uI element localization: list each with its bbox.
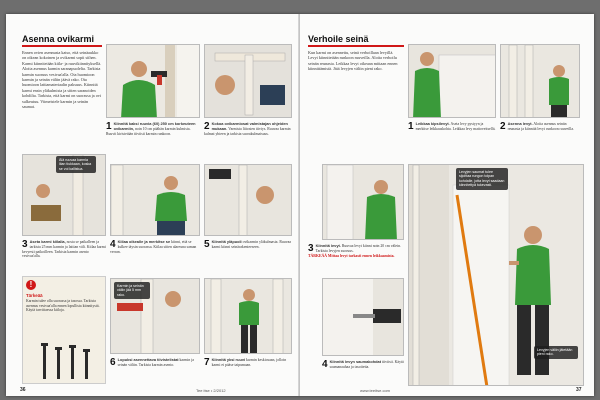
- right-caption-step-3: 3 Kiinnitä levyt. Ruuvaa levyt kiinni noin 20 cm välein. Tarkista levyjen suoruus. TÄRKEÄÄ Mittaa levyt tarkasti ennen leikkaamista.: [308, 244, 404, 258]
- tip-box: [22, 276, 106, 384]
- photo-wall-4: [322, 278, 404, 356]
- right-page-number: 37: [576, 387, 582, 393]
- photo-wall-3: [322, 164, 404, 240]
- left-page-title: Asenna ovikarmi: [22, 34, 102, 47]
- caption-step-5: 5 Kiinnitä yläpuoli ovikarmin yläkulmasta. Ruuvaa karmi kiinni seinärakenteeseen.: [204, 239, 291, 250]
- magazine-spread: [6, 14, 594, 396]
- photo-step-5: [204, 164, 292, 236]
- left-footer-text: Tee itse • 2/2012: [196, 388, 226, 393]
- caption-step-7: 7 Kiinnitä yksi ruuvi karmin keskiosaan, jolloin karmi ei pääse taipumaan.: [204, 357, 287, 368]
- left-intro-text: Ennen ovien asennusta katso, että seinäaukko on oikean kokoinen ja ovikarmi sopii siihen. Karmi kiinnitetään kiila- ja ruuvikiinnityksellä. Aloita asennus karmin saranapuolelta. Tarkista karmin suoruus vesivaa'alla. Ota huomioon karmin ja seinän väliin jäävä rako. Ota huomioon lattiamateriaalin paksuus. Kiinnitä karmi ensin yläkulmista ja sitten saranoiden kohdilta. Tarkista, että karmi on suorassa ja ovi sulkeutuu. Viimeistele karmin ja seinän saumat.: [22, 50, 102, 110]
- tip-bubble-right-2: Levyjen väliin jätetään pieni rako.: [534, 346, 578, 359]
- left-page-number: 36: [20, 387, 26, 393]
- left-page: [6, 14, 300, 396]
- tip-bubble-2: Karmin ja seinän väliin jää 5 mm rako.: [114, 282, 150, 299]
- photo-step-1: [106, 44, 200, 118]
- photo-wall-1: [408, 44, 496, 118]
- photo-step-7: [204, 278, 292, 354]
- caption-step-4: 4 Kiilaa oikealle ja merkitse se kiinni, että se kulkee täysin suorassa. Kiilaa sitten alareuna saman verran.: [110, 239, 197, 254]
- tip-bubble-right-1: Levyjen saumat tulee sijoittaa rungon tolpan kohdalle, jotta levyt saadaan kiinnitettyä tukevasti.: [456, 168, 508, 190]
- screws-icon: [37, 343, 97, 381]
- tip-title: Tärkeää: [26, 293, 43, 298]
- right-intro-text: Kun karmi on asennettu, seinä verhoillaan levyillä. Levyt kiinnitetään runkoon ruuveilla. Aloita verhoilu seinän reunasta. Leikkaa levyt oikeaan mittaan ennen kiinnittämistä. Jätä levyjen väliin pieni rako.: [308, 50, 398, 72]
- right-caption-step-1: 1 Leikkaa kipsilevyt. Aseta levy pystyyn ja merkitse leikkauskohta. Leikkaa levy mattoveitsellä.: [408, 121, 496, 132]
- caption-step-1: 1 Kiinnitä kaksi ruuvia (60) 250 cm korkeuteen ovikarmiin, noin 10 cm päähän karmin kulmista. Ruuvit kiristetään tiiviisti karmin runkoon.: [106, 121, 196, 136]
- right-page-title: Verhoile seinä: [308, 34, 404, 47]
- tip-bubble-1: Älä ruuvaa karmia liian tiukkaan, koska se voi kallistua.: [56, 156, 96, 173]
- tip-text: Karmin tulee olla suorassa ja tasossa. Tarkista asennus vesivaa'alla ennen lopullista kiinnitystä. Käytä tarvittaessa kiiloja.: [26, 299, 100, 313]
- right-footer-text: www.teeitse.com: [360, 388, 391, 393]
- caption-step-3: 3 Aseta karmi kiilalla, nosta se paikalleen ja tarkista 25 mm karmin ja lattian väli. Kiilaa karmi kevyesti paikoilleen. Tarkista karmin asento vesivaa'alla.: [22, 239, 106, 259]
- right-page: [300, 14, 594, 396]
- right-caption-step-4: 4 Kiinnitä levyn saumakohdat tiiviisti. Käytä saumanauhaa ja tasoitetta.: [322, 359, 404, 370]
- right-footer: [576, 387, 582, 393]
- caption-step-2: 2 Kokoa ovikarmiosat valmistajan ohjeiden mukaan. Varmista liitosten tiiviys. Ruuvaa karmin kulmat yhteen ja tarkista suorakulmaisuus.: [204, 121, 291, 136]
- left-footer: [20, 387, 26, 393]
- red-note: TÄRKEÄÄ Mittaa levyt tarkasti ennen leikkaamista.: [308, 253, 395, 258]
- right-caption-step-2: 2 Asenna levyt. Aloita asennus seinän reunasta ja kiinnitä levyt runkoon ruuveilla.: [500, 121, 574, 132]
- photo-step-2: [204, 44, 292, 118]
- photo-step-4: [110, 164, 200, 236]
- caption-step-6: 6 Lopuksi asennettava tiivistelistat karmin ja seinän väliin. Tarkista karmin asento.: [110, 357, 194, 368]
- warning-icon: !: [26, 280, 36, 290]
- photo-wall-2: [500, 44, 580, 118]
